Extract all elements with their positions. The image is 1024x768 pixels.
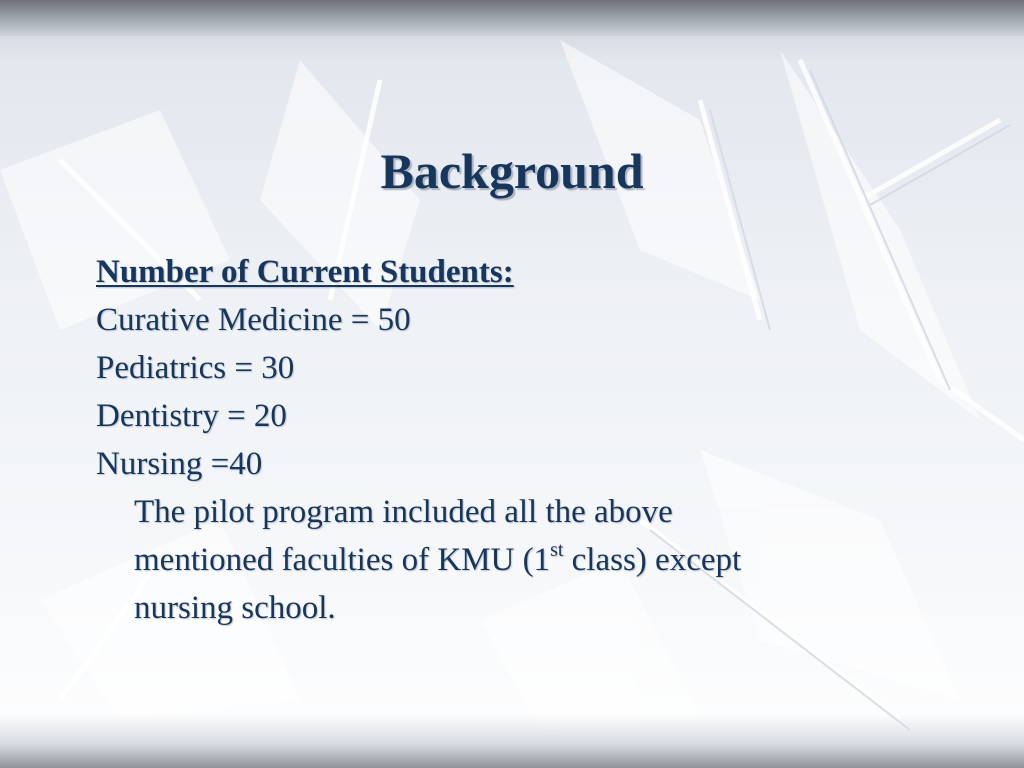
bottom-gradient-band: [0, 714, 1024, 768]
faculty-curative-medicine: Curative Medicine = 50: [96, 302, 411, 338]
slide-body: [96, 248, 916, 632]
pilot-program-note: [134, 488, 894, 632]
faculty-nursing: Nursing =40: [96, 446, 263, 482]
note-line-1: The pilot program included all the above: [134, 494, 673, 530]
note-superscript: st: [550, 539, 564, 561]
note-line-3: nursing school.: [134, 590, 336, 626]
note-line-2-end: class) except: [563, 542, 742, 578]
note-line-2: [134, 536, 894, 584]
note-line-2-start: mentioned faculties of KMU (1: [134, 542, 551, 578]
faculty-pediatrics: Pediatrics = 30: [96, 350, 295, 386]
faculty-dentistry: Dentistry = 20: [96, 398, 287, 434]
students-heading: Number of Current Students:: [96, 254, 514, 290]
slide-title: Background: [380, 143, 644, 199]
